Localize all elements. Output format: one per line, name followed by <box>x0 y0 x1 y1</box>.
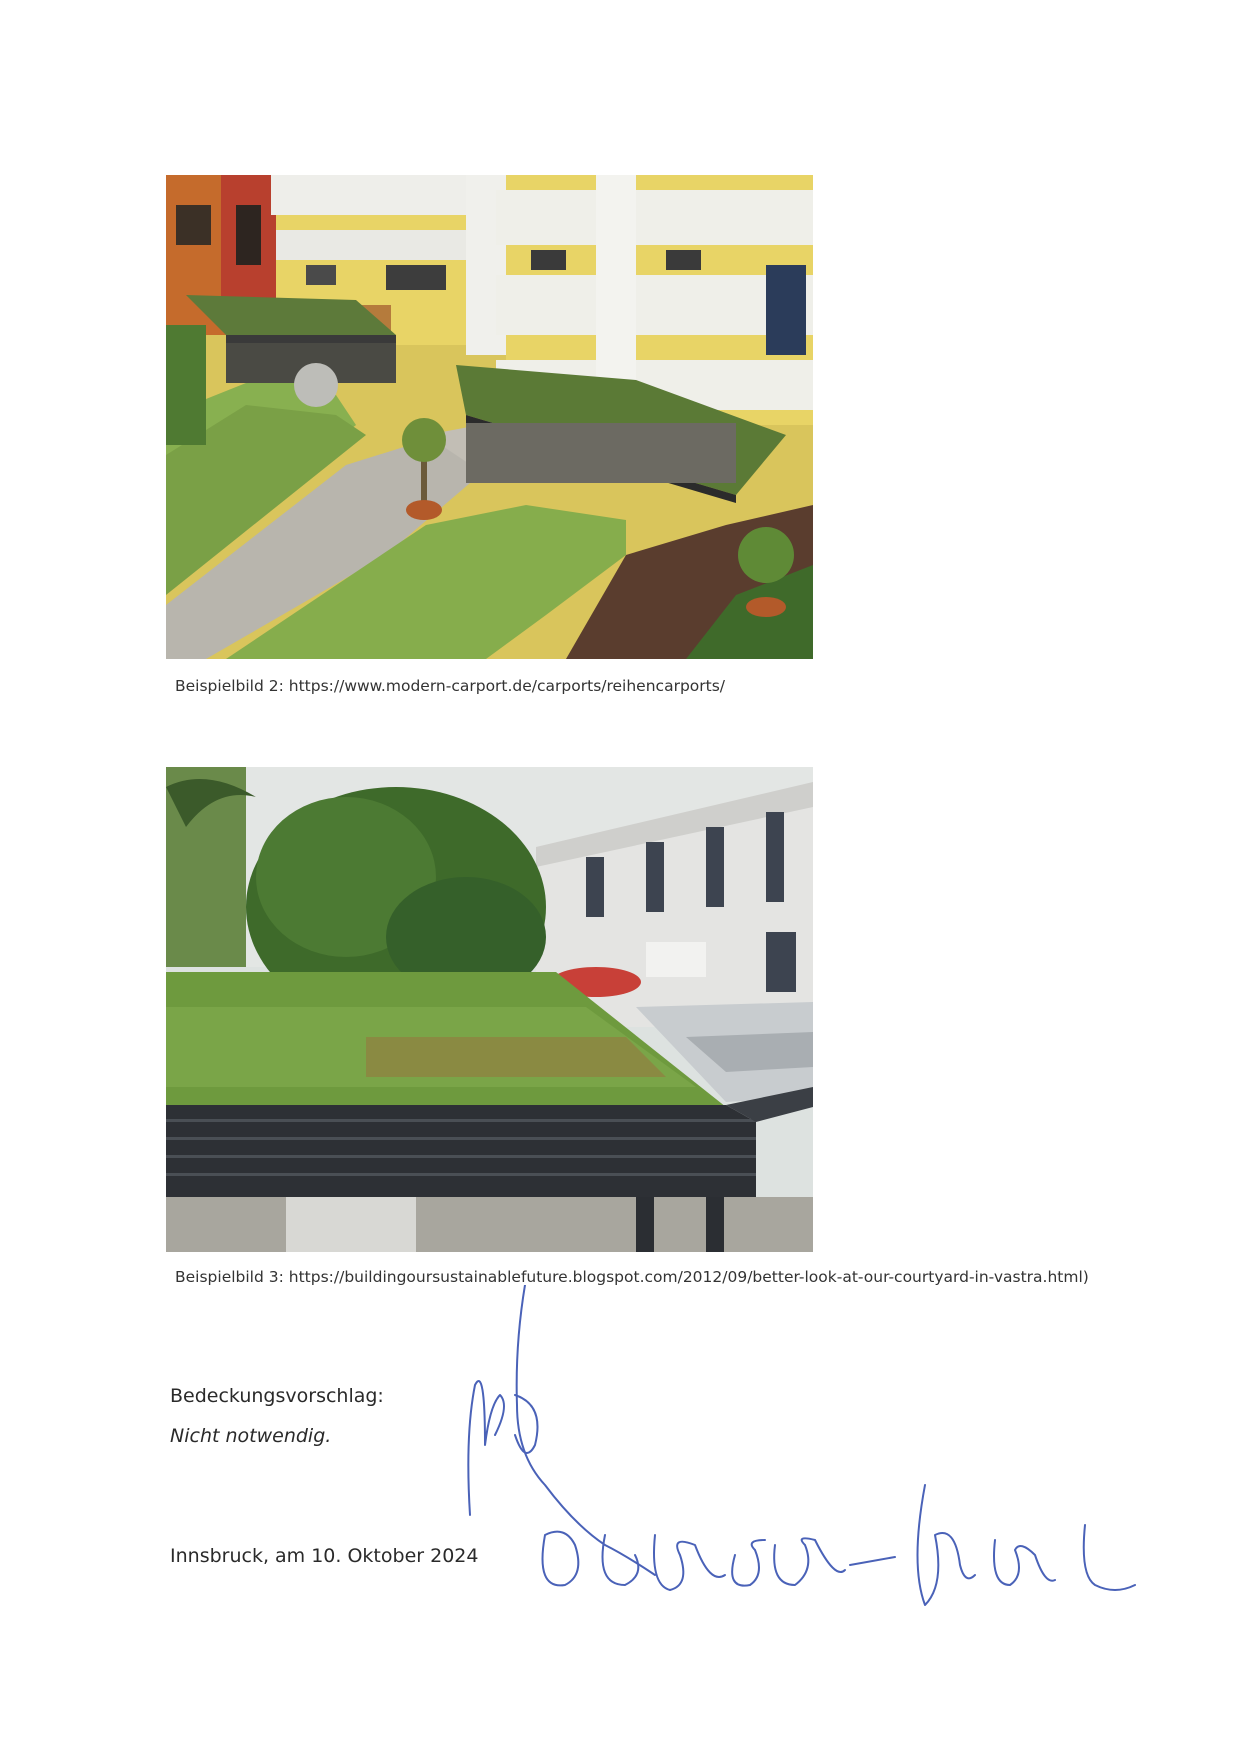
place-date-line: Innsbruck, am 10. Oktober 2024 <box>170 1545 479 1567</box>
figure-2-photo <box>166 175 813 659</box>
figure-3-photo <box>166 767 813 1252</box>
proposal-label: Bedeckungsvorschlag: <box>170 1385 384 1407</box>
sedum-roof-image <box>166 767 813 1252</box>
figure-3-caption: Beispielbild 3: https://buildingoursustainablefuture.blogspot.com/2012/09/better-look-at-our-courtyard-in-vastra.html) <box>175 1268 1089 1286</box>
proposal-value: Nicht notwendig. <box>170 1425 332 1447</box>
courtyard-carport-image <box>166 175 813 659</box>
handwritten-signature <box>455 1285 1155 1625</box>
figure-2-caption: Beispielbild 2: https://www.modern-carport.de/carports/reihencarports/ <box>175 677 726 695</box>
